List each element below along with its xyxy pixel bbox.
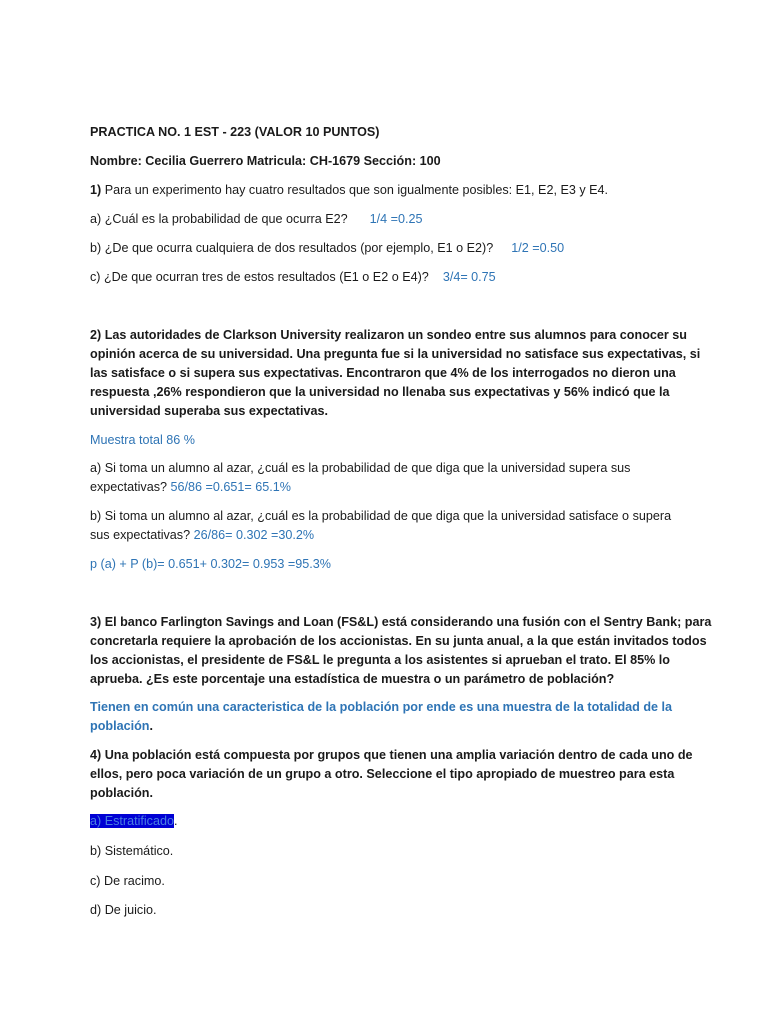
q4-line-1 <box>90 747 693 763</box>
q3-answer-line-1: Tienen en común una caracteristica de la población por ende es una muestra de la totalidad de la <box>90 700 673 714</box>
q2-line-5: universidad superaba sus expectativas. <box>90 404 328 418</box>
q1b-answer: 1/2 =0.50 <box>511 241 565 255</box>
q1c-question: c) ¿De que ocurran tres de estos resultados (E1 o E2 o E4)? <box>90 270 429 284</box>
q2-text-1: Las autoridades de Clarkson University realizaron un sondeo entre sus alumnos para conocer su <box>104 328 687 342</box>
q2b-answer: 26/86= 0.302 =30.2% <box>193 528 315 542</box>
q2-line-3: las satisface o si supera sus expectativas. Encontraron que 4% de los interrogados no dieron una <box>90 366 676 380</box>
q2a-answer: 56/86 =0.651= 65.1% <box>170 480 291 494</box>
q2b-line-2 <box>90 527 314 543</box>
q1a-question: a) ¿Cuál es la probabilidad de que ocurra E2? <box>90 212 348 226</box>
q3-line-4: aprueba. ¿Es este porcentaje una estadística de muestra o un parámetro de población? <box>90 672 615 686</box>
q3-line-3: los accionistas, el presidente de FS&L le pregunta a los asistentes si aprueban el trato. El 85% lo <box>90 653 670 667</box>
q2b-line-1: b) Si toma un alumno al azar, ¿cuál es la probabilidad de que diga que la universidad satisface o supera <box>90 509 672 523</box>
q4-option-a-period: . <box>174 814 178 828</box>
q3-answer-word: población <box>90 719 150 733</box>
q2-line-1 <box>90 327 687 343</box>
q1-part-c <box>90 269 496 285</box>
q4-option-c: c) De racimo. <box>90 874 165 888</box>
document-title: PRACTICA NO. 1 EST - 223 (VALOR 10 PUNTOS) <box>90 125 380 139</box>
q2b-question-end: sus expectativas? <box>90 528 191 542</box>
student-info: Nombre: Cecilia Guerrero Matricula: CH-1679 Sección: 100 <box>90 154 441 168</box>
q2-line-2: opinión acerca de su universidad. Una pregunta fue si la universidad no satisface sus expectativas, si <box>90 347 701 361</box>
q2a-question-end: expectativas? <box>90 480 168 494</box>
q2a-line-2 <box>90 479 291 495</box>
q3-answer-period: . <box>149 719 153 733</box>
q4-option-d: d) De juicio. <box>90 903 157 917</box>
q1a-answer: 1/4 =0.25 <box>369 212 423 226</box>
q3-line-2: concretarla requiere la aprobación de los accionistas. En su junta anual, a la que están invitados todos <box>90 634 707 648</box>
q2-number: 2) <box>90 328 102 342</box>
q4-option-b: b) Sistemático. <box>90 844 174 858</box>
q1b-question: b) ¿De que ocurra cualquiera de dos resultados (por ejemplo, E1 o E2)? <box>90 241 494 255</box>
q3-number: 3) <box>90 615 102 629</box>
q2a-line-1: a) Si toma un alumno al azar, ¿cuál es la probabilidad de que diga que la universidad supera sus <box>90 461 631 475</box>
q1-number: 1) <box>90 183 102 197</box>
q2-muestra-total: Muestra total 86 % <box>90 433 195 447</box>
q3-line-1 <box>90 614 711 630</box>
q1-text: Para un experimento hay cuatro resultados que son igualmente posibles: E1, E2, E3 y E4. <box>104 183 609 197</box>
q3-text-1: El banco Farlington Savings and Loan (FS&L) está considerando una fusión con el Sentry Bank; para <box>104 615 712 629</box>
q1-part-a <box>90 211 423 227</box>
q1-part-b <box>90 240 564 256</box>
q1c-answer: 3/4= 0.75 <box>442 270 496 284</box>
q4-text-1: Una población está compuesta por grupos que tienen una amplia variación dentro de cada uno de <box>104 748 693 762</box>
q4-option-a <box>90 813 178 829</box>
q4-option-a-highlighted: a) Estratificado <box>90 814 174 828</box>
q2-sum: p (a) + P (b)= 0.651+ 0.302= 0.953 =95.3% <box>90 557 331 571</box>
q1-statement <box>90 182 608 198</box>
q2-line-4: respuesta ,26% respondieron que la universidad no llenaba sus expectativas y 56% indicó que la <box>90 385 670 399</box>
q4-line-2: ellos, pero poca variación de un grupo a otro. Seleccione el tipo apropiado de muestreo para esta <box>90 767 675 781</box>
q4-number: 4) <box>90 748 102 762</box>
q3-answer-line-2 <box>90 718 153 734</box>
q4-line-3: población. <box>90 786 153 800</box>
